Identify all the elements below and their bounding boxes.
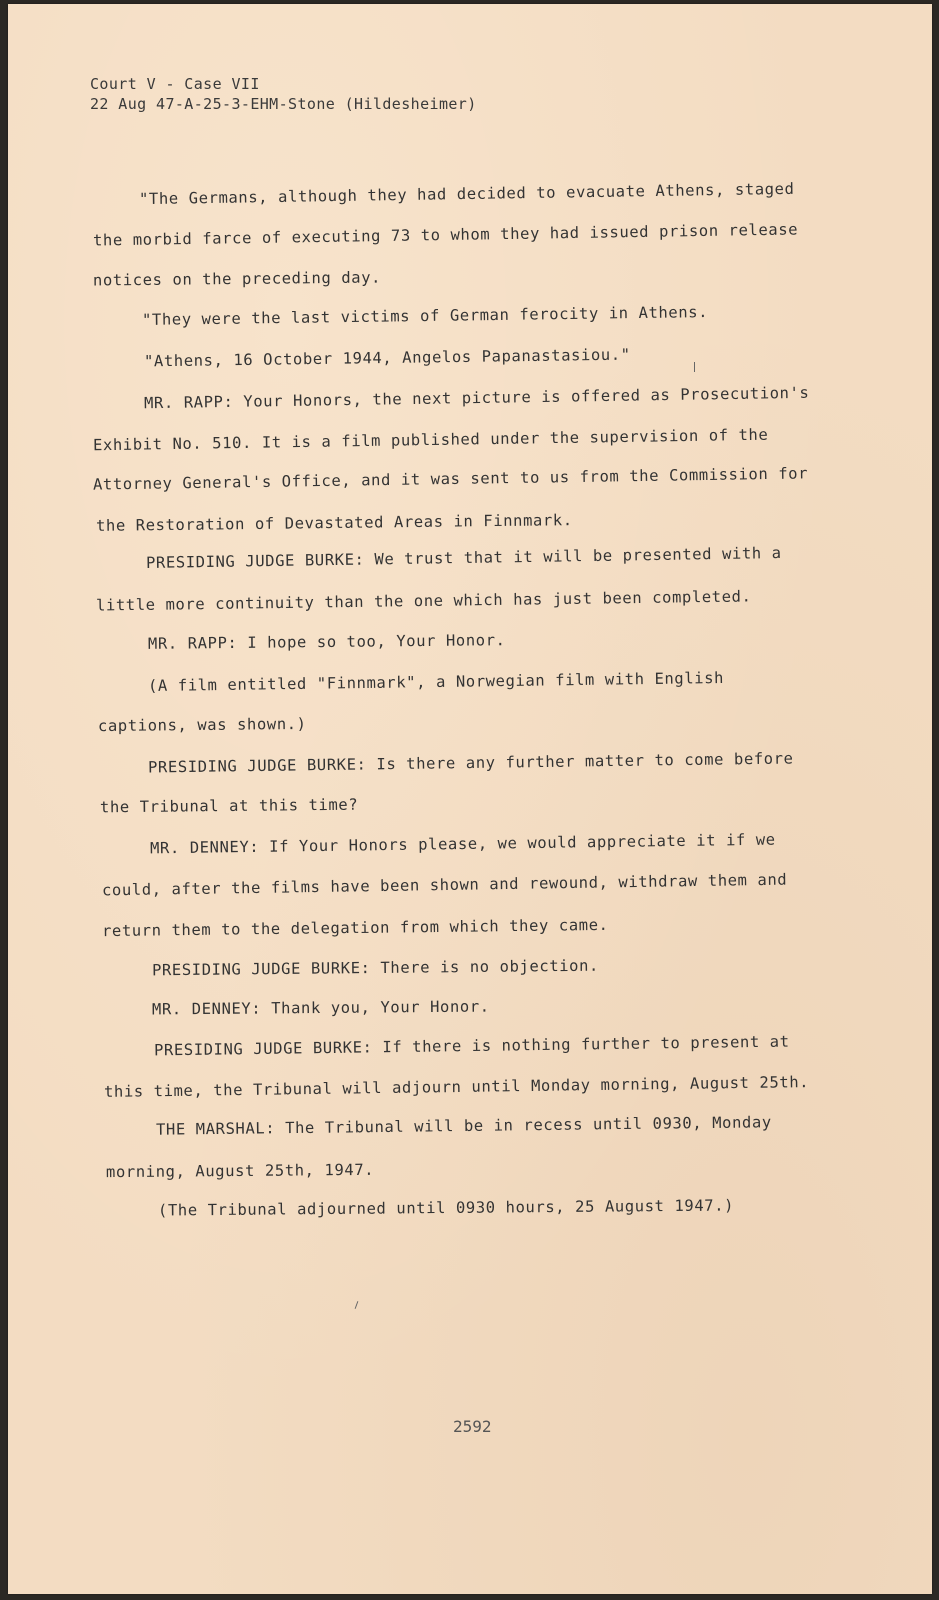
transcript-line: THE MARSHAL: The Tribunal will be in recess until 0930, Monday [155,1113,772,1139]
transcript-line: Attorney General's Office, and it was sent to us from the Commission for [92,464,809,494]
document-header [90,74,477,114]
header-reference-line: 22 Aug 47-A-25-3-EHM-Stone (Hildesheimer) [90,95,477,113]
transcript-line: PRESIDING JUDGE BURKE: Is there any further matter to come before [147,749,794,777]
transcript-line: return them to the delegation from which they came. [101,915,609,941]
pencil-mark-icon [694,362,695,372]
transcript-line: (A film entitled "Finnmark", a Norwegian film with English [147,668,725,696]
transcript-line: could, after the films have been shown and rewound, withdraw them and [101,870,788,900]
transcript-line: Exhibit No. 510. It is a film published under the supervision of the [92,425,769,455]
transcript-line: "Athens, 16 October 1944, Angelos Papanastasiou." [143,345,631,371]
transcript-line: the Tribunal at this time? [99,795,359,817]
transcript-line: captions, was shown.) [97,714,307,736]
transcript-line: "They were the last victims of German ferocity in Athens. [141,303,709,329]
transcript-line: MR. RAPP: Your Honors, the next picture is offered as Prosecution's [143,383,810,413]
transcript-line: (The Tribunal adjourned until 0930 hours, 25 August 1947.) [157,1196,735,1220]
transcript-line: morning, August 25th, 1947. [105,1160,375,1182]
transcript-line: little more continuity than the one which has just been completed. [95,587,752,615]
transcript-line: MR. DENNEY: If Your Honors please, we would appreciate it if we [149,830,776,858]
transcript-line: this time, the Tribunal will adjourn until Monday morning, August 25th. [103,1073,810,1101]
transcript-line: the morbid farce of executing 73 to whom they had issued prison release [92,220,799,250]
transcript-line: MR. RAPP: I hope so too, Your Honor. [147,631,506,653]
transcript-line: "The Germans, although they had decided to evacuate Athens, staged [138,179,795,209]
transcript-line: notices on the preceding day. [92,268,382,290]
page-number: 2592 [453,1417,492,1436]
header-case-line: Court V - Case VII [90,75,260,93]
transcript-line: PRESIDING JUDGE BURKE: There is no objection. [151,956,600,980]
transcript-line: PRESIDING JUDGE BURKE: If there is nothing further to present at [153,1032,790,1060]
document-page [8,4,932,1594]
transcript-line: PRESIDING JUDGE BURKE: We trust that it will be presented with a [145,544,782,572]
transcript-line: the Restoration of Devastated Areas in Finnmark. [95,511,573,535]
pencil-mark-icon [355,1301,359,1309]
transcript-line: MR. DENNEY: Thank you, Your Honor. [151,997,490,1019]
